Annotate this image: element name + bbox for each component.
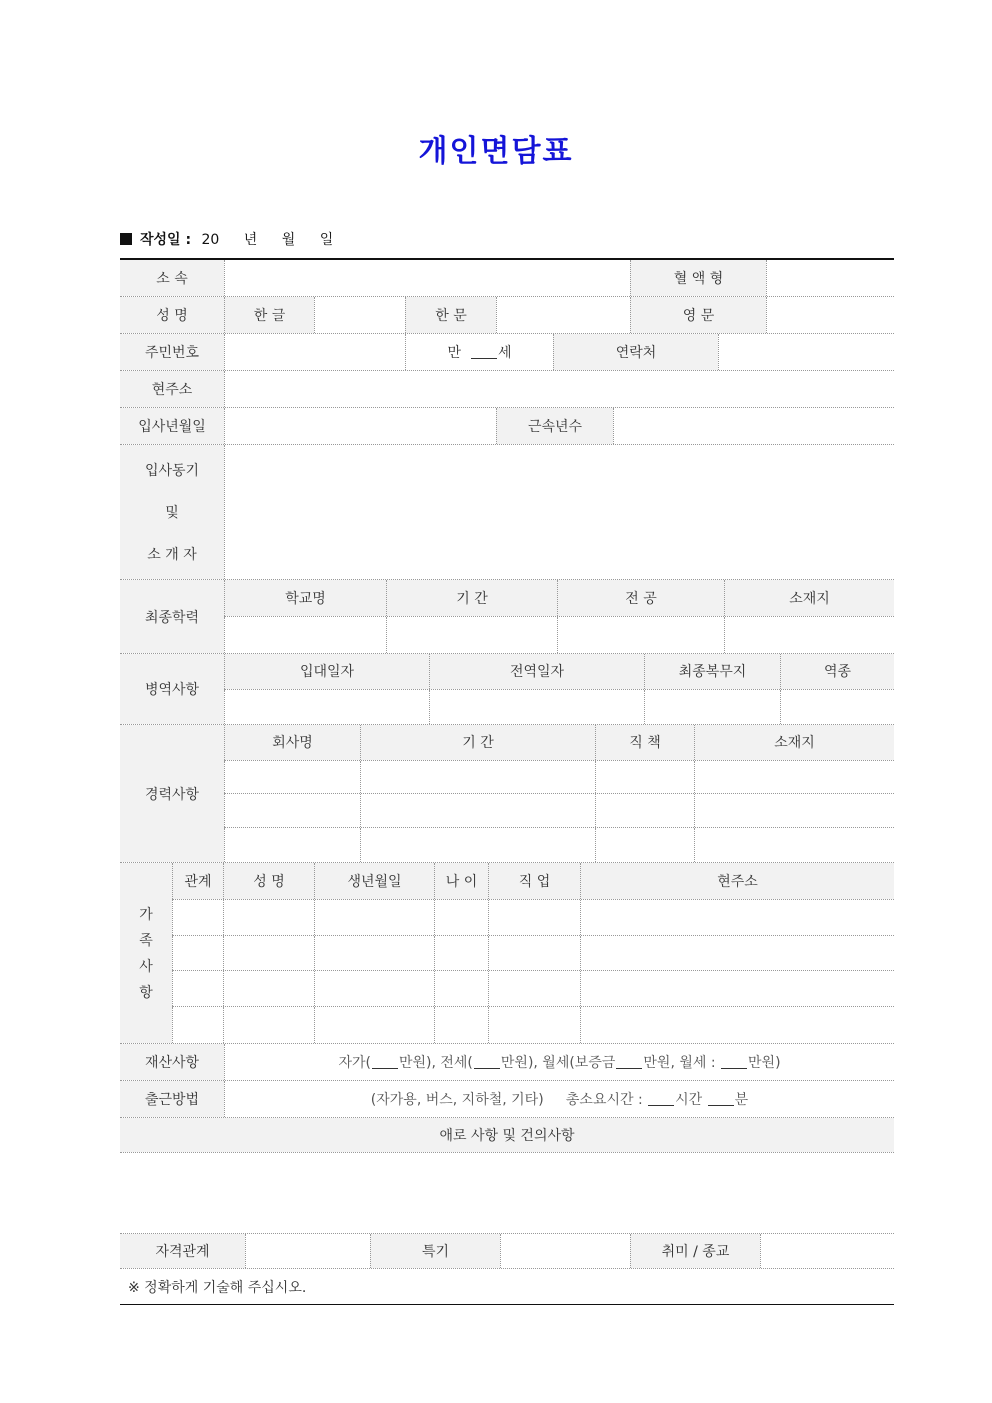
commute-text: 분 [734,1092,749,1108]
commute-text: 시간 [675,1092,703,1108]
career-position-field[interactable] [595,828,694,862]
education-table [224,580,894,653]
family-name-field[interactable] [223,936,314,971]
commute-blank [648,1093,674,1106]
interview-form [120,258,894,1269]
hanja-label: 한 문 [405,297,496,333]
address-field[interactable] [224,371,894,407]
military-header-row [224,654,894,690]
property-row [120,1044,894,1081]
career-entry-row [224,761,894,795]
name-row [120,297,894,334]
family-age-field[interactable] [434,971,488,1006]
education-location-field[interactable] [724,617,894,654]
property-label: 재산사항 [120,1044,224,1080]
qualifications-label: 자격관계 [120,1234,245,1268]
military-header-discharge: 전역일자 [429,654,644,689]
education-header-school: 학교명 [224,580,386,616]
property-blank [616,1056,642,1069]
family-label-char: 족 [139,933,153,949]
property-text: 만원), 월세(보증금 [500,1055,616,1071]
education-label: 최종학력 [120,580,224,653]
property-text: 만원), 전세( [398,1055,473,1071]
military-header-last-post: 최종복무지 [644,654,780,689]
property-text: 자가( [338,1055,371,1071]
military-type-field[interactable] [780,690,894,725]
military-table [224,654,894,724]
family-name-field[interactable] [223,971,314,1006]
family-address-field[interactable] [580,936,894,971]
affiliation-label: 소 속 [120,260,224,296]
family-birthdate-field[interactable] [314,900,434,935]
property-blank [721,1056,747,1069]
family-relation-field[interactable] [172,1007,223,1043]
date-month-unit: 월 [281,232,296,248]
family-header-relation: 관계 [172,863,223,899]
career-company-field[interactable] [224,794,360,827]
family-header-address: 현주소 [580,863,894,899]
difficulty-label: 애로 사항 및 건의사항 [120,1118,894,1152]
education-major-field[interactable] [557,617,724,654]
career-period-field[interactable] [360,794,595,827]
family-age-field[interactable] [434,936,488,971]
hangul-field[interactable] [314,297,405,333]
family-age-field[interactable] [434,900,488,935]
career-period-field[interactable] [360,761,595,794]
career-position-field[interactable] [595,794,694,827]
name-label: 성 명 [120,297,224,333]
difficulty-field[interactable] [120,1153,894,1233]
family-birthdate-field[interactable] [314,1007,434,1043]
family-relation-field[interactable] [172,900,223,935]
family-address-field[interactable] [580,1007,894,1043]
education-header-row [224,580,894,617]
motive-label [120,445,224,579]
join-date-row [120,408,894,445]
family-label-char: 사 [139,959,153,975]
career-header-row [224,725,894,761]
property-blank [474,1056,500,1069]
family-table [172,863,894,1043]
hobby-label: 취미 / 종교 [630,1234,760,1268]
bottom-rule [120,1304,894,1305]
years-service-field[interactable] [613,408,894,444]
property-text: 만원) [748,1055,781,1071]
special-field[interactable] [500,1234,630,1268]
family-label [120,863,172,1043]
family-entry-row [172,1007,894,1043]
education-header-period: 기 간 [386,580,557,616]
english-field[interactable] [766,297,894,333]
career-label: 경력사항 [120,725,224,862]
date-label: 작성일 : [140,232,192,248]
resident-no-field[interactable] [224,334,405,370]
family-label-char: 가 [139,907,153,923]
motive-label-line-3: 소 개 자 [147,547,197,563]
military-section [120,654,894,725]
military-entry-row [224,690,894,725]
family-entry-row [172,936,894,972]
career-section [120,725,894,863]
career-company-field[interactable] [224,761,360,794]
contact-label: 연락처 [553,334,718,370]
career-table [224,725,894,862]
career-entry-row [224,794,894,828]
military-last-post-field[interactable] [644,690,780,725]
family-entry-row [172,971,894,1007]
family-header-birthdate: 생년월일 [314,863,434,899]
footnote: ※ 정확하게 기술해 주십시오. [128,1280,307,1296]
contact-field[interactable] [718,334,894,370]
join-date-field[interactable] [224,408,496,444]
property-blank [372,1056,398,1069]
square-bullet-icon [120,233,132,245]
join-date-label: 입사년월일 [120,408,224,444]
family-header-job: 직 업 [488,863,580,899]
commute-text: (자가용, 버스, 지하철, 기타) 총소요시간 : [370,1092,643,1108]
age-prefix: 만 [447,345,462,361]
resident-no-label: 주민번호 [120,334,224,370]
family-section [120,863,894,1044]
qualifications-field[interactable] [245,1234,370,1268]
family-job-field[interactable] [488,971,580,1006]
family-header-age: 나 이 [434,863,488,899]
special-label: 특기 [370,1234,500,1268]
date-day-unit: 일 [319,232,334,248]
family-address-field[interactable] [580,900,894,935]
family-address-field[interactable] [580,971,894,1006]
education-entry-row [224,617,894,654]
career-entry-row [224,828,894,862]
motive-row [120,445,894,580]
family-birthdate-field[interactable] [314,936,434,971]
family-name-field[interactable] [223,1007,314,1043]
affiliation-row [120,260,894,297]
family-entry-row [172,900,894,936]
resident-row [120,334,894,371]
motive-field[interactable] [224,445,894,579]
family-header-name: 성 명 [223,863,314,899]
career-header-period: 기 간 [360,725,595,760]
motive-label-line-2: 및 [165,505,179,521]
property-field[interactable] [224,1044,894,1080]
career-header-company: 회사명 [224,725,360,760]
military-enlist-field[interactable] [224,690,429,725]
family-header-row [172,863,894,900]
family-birthdate-field[interactable] [314,971,434,1006]
hobby-field[interactable] [760,1234,894,1268]
difficulty-row [120,1153,894,1234]
blood-type-field[interactable] [766,260,894,296]
date-line [120,229,353,249]
military-discharge-field[interactable] [429,690,644,725]
education-school-field[interactable] [224,617,386,654]
education-period-field[interactable] [386,617,557,654]
family-age-field[interactable] [434,1007,488,1043]
age-field[interactable] [405,334,553,370]
english-label: 영 문 [630,297,766,333]
family-name-field[interactable] [223,900,314,935]
address-label: 현주소 [120,371,224,407]
education-section [120,580,894,654]
career-header-location: 소재지 [694,725,894,760]
career-location-field[interactable] [694,761,894,794]
military-header-type: 역종 [780,654,894,689]
family-label-char: 항 [139,985,153,1001]
education-header-location: 소재지 [724,580,894,616]
page-title: 개인면담표 [418,134,574,169]
career-position-field[interactable] [595,761,694,794]
date-year-unit: 년 [243,232,258,248]
commute-field[interactable] [224,1081,894,1117]
career-period-field[interactable] [360,828,595,862]
military-label: 병역사항 [120,654,224,724]
commute-label: 출근방법 [120,1081,224,1117]
family-job-field[interactable] [488,900,580,935]
career-company-field[interactable] [224,828,360,862]
military-header-enlist: 입대일자 [224,654,429,689]
affiliation-field[interactable] [224,260,630,296]
difficulty-header-row [120,1118,894,1153]
blood-type-label: 혈 액 형 [630,260,766,296]
commute-row [120,1081,894,1118]
hanja-field[interactable] [496,297,630,333]
family-relation-field[interactable] [172,936,223,971]
career-location-field[interactable] [694,794,894,827]
family-job-field[interactable] [488,936,580,971]
hangul-label: 한 글 [224,297,314,333]
qualification-row [120,1234,894,1269]
family-relation-field[interactable] [172,971,223,1006]
years-service-label: 근속년수 [496,408,613,444]
motive-label-line-1: 입사동기 [144,463,200,479]
family-job-field[interactable] [488,1007,580,1043]
property-text: 만원, 월세 : [643,1055,716,1071]
age-suffix: 세 [497,345,512,361]
date-year: 20 [201,232,220,248]
address-row [120,371,894,408]
commute-blank [708,1093,734,1106]
career-header-position: 직 책 [595,725,694,760]
career-location-field[interactable] [694,828,894,862]
education-header-major: 전 공 [557,580,724,616]
age-blank [471,346,497,359]
